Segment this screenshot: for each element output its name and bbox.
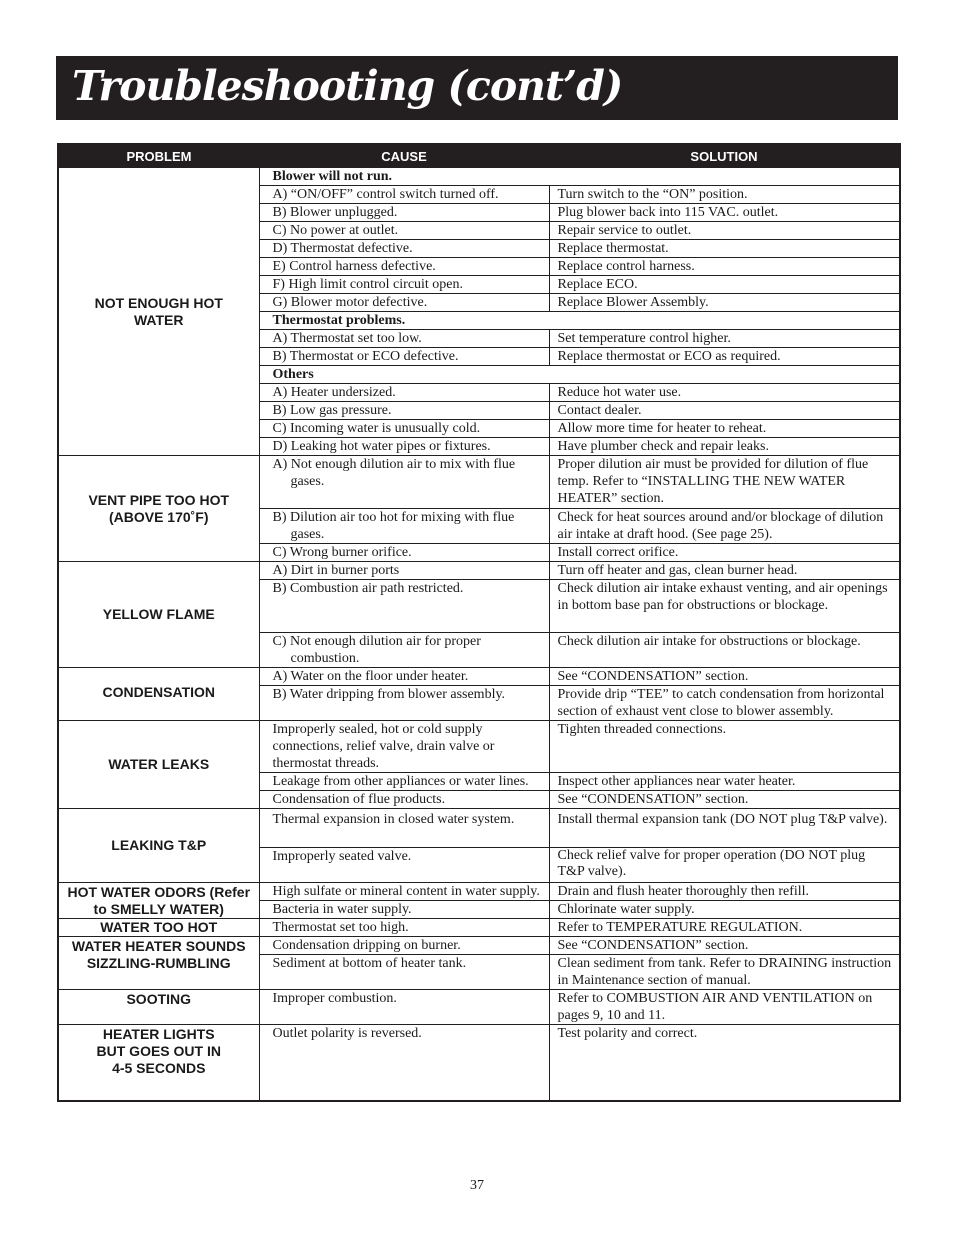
cause-cell: B) Combustion air path restricted. <box>259 580 549 633</box>
cause-cell <box>259 633 549 668</box>
solution-cell: Refer to COMBUSTION AIR AND VENTILATION on pages 9, 10 and 11. <box>549 990 900 1025</box>
title-bar <box>56 56 898 120</box>
cause-cell: Improperly sealed, hot or cold supply connections, relief valve, drain valve or thermostat threads. <box>259 721 549 773</box>
cause-cell: E) Control harness defective. <box>259 258 549 276</box>
problem-label: HEATER LIGHTS BUT GOES OUT IN 4-5 SECONDS <box>96 1026 221 1076</box>
cause-cell: A) “ON/OFF” control switch turned off. <box>259 186 549 204</box>
solution-cell: Replace thermostat. <box>549 240 900 258</box>
problem-cell <box>58 809 259 883</box>
problem-label: LEAKING T&P <box>111 837 207 853</box>
cause-cell: A) Thermostat set too low. <box>259 330 549 348</box>
cause-cell: A) Water on the floor under heater. <box>259 668 549 686</box>
cause-cell: Condensation of flue products. <box>259 791 549 809</box>
cause-cell: G) Blower motor defective. <box>259 294 549 312</box>
cause-cell: Leakage from other appliances or water lines. <box>259 773 549 791</box>
cause-cell: B) Blower unplugged. <box>259 204 549 222</box>
solution-cell: See “CONDENSATION” section. <box>549 791 900 809</box>
solution-cell: Allow more time for heater to reheat. <box>549 420 900 438</box>
cause-cell <box>259 456 549 509</box>
problem-cell <box>58 937 259 990</box>
solution-cell: Repair service to outlet. <box>549 222 900 240</box>
problem-label: YELLOW FLAME <box>102 606 215 622</box>
problem-cell <box>58 562 259 668</box>
table-row <box>58 168 900 186</box>
cause-cell: Thermostat set too high. <box>259 919 549 937</box>
cause-cell: C) Incoming water is unusually cold. <box>259 420 549 438</box>
solution-cell: Refer to TEMPERATURE REGULATION. <box>549 919 900 937</box>
solution-cell: See “CONDENSATION” section. <box>549 937 900 955</box>
cause-cell: High sulfate or mineral content in water supply. <box>259 883 549 901</box>
problem-label: WATER TOO HOT <box>100 919 218 935</box>
table-row <box>58 1025 900 1102</box>
cause-cell <box>259 509 549 544</box>
solution-column-header: SOLUTION <box>549 144 900 168</box>
cause-cell: D) Leaking hot water pipes or fixtures. <box>259 438 549 456</box>
problem-cell <box>58 919 259 937</box>
solution-cell: Replace thermostat or ECO as required. <box>549 348 900 366</box>
cause-cell: F) High limit control circuit open. <box>259 276 549 294</box>
solution-cell: Reduce hot water use. <box>549 384 900 402</box>
problem-label: WATER HEATER SOUNDS SIZZLING-RUMBLING <box>71 938 246 971</box>
cause-group-header: Others <box>259 366 900 384</box>
solution-cell: Proper dilution air must be provided for dilution of flue temp. Refer to “INSTALLING THE NEW WATER HEATER” section. <box>549 456 900 509</box>
problem-cell <box>58 990 259 1025</box>
problem-label: CONDENSATION <box>102 684 216 700</box>
cause-cell: C) No power at outlet. <box>259 222 549 240</box>
cause-cell: A) Heater undersized. <box>259 384 549 402</box>
table-row <box>58 937 900 955</box>
solution-cell: Replace control harness. <box>549 258 900 276</box>
solution-cell: See “CONDENSATION” section. <box>549 668 900 686</box>
cause-text: B) Dilution air too hot for mixing with flue gases. <box>272 510 515 542</box>
cause-cell: Sediment at bottom of heater tank. <box>259 955 549 990</box>
cause-cell: B) Thermostat or ECO defective. <box>259 348 549 366</box>
problem-cell <box>58 721 259 809</box>
cause-cell: Bacteria in water supply. <box>259 901 549 919</box>
problem-label: WATER LEAKS <box>108 756 210 772</box>
cause-column-header: CAUSE <box>259 144 549 168</box>
solution-cell: Inspect other appliances near water heater. <box>549 773 900 791</box>
table-header-row <box>58 144 900 168</box>
cause-cell: Condensation dripping on burner. <box>259 937 549 955</box>
solution-cell: Set temperature control higher. <box>549 330 900 348</box>
page-number: 37 <box>470 1178 484 1193</box>
cause-cell: D) Thermostat defective. <box>259 240 549 258</box>
table-row <box>58 562 900 580</box>
table-row <box>58 990 900 1025</box>
table-row <box>58 668 900 686</box>
problem-label: VENT PIPE TOO HOT (ABOVE 170˚F) <box>88 491 230 525</box>
solution-cell: Tighten threaded connections. <box>549 721 900 773</box>
solution-cell: Install thermal expansion tank (DO NOT plug T&P valve). <box>549 809 900 848</box>
table-row <box>58 919 900 937</box>
table-row <box>58 721 900 773</box>
solution-cell: Provide drip “TEE” to catch condensation from horizontal section of exhaust vent close to blower assembly. <box>549 686 900 721</box>
solution-cell: Drain and flush heater thoroughly then refill. <box>549 883 900 901</box>
cause-cell: A) Dirt in burner ports <box>259 562 549 580</box>
problem-cell <box>58 668 259 721</box>
cause-cell: Improperly seated valve. <box>259 848 549 883</box>
solution-cell: Contact dealer. <box>549 402 900 420</box>
solution-cell: Replace Blower Assembly. <box>549 294 900 312</box>
solution-cell: Have plumber check and repair leaks. <box>549 438 900 456</box>
cause-group-header: Thermostat problems. <box>259 312 900 330</box>
cause-cell: C) Wrong burner orifice. <box>259 544 549 562</box>
problem-cell <box>58 883 259 919</box>
solution-cell: Check relief valve for proper operation (DO NOT plug T&P valve). <box>549 848 900 883</box>
cause-cell: B) Water dripping from blower assembly. <box>259 686 549 721</box>
cause-group-header: Blower will not run. <box>259 168 900 186</box>
problem-label: NOT ENOUGH HOT WATER <box>94 294 223 328</box>
solution-cell: Install correct orifice. <box>549 544 900 562</box>
problem-cell <box>58 168 259 456</box>
troubleshooting-table <box>57 143 901 1102</box>
problem-label: HOT WATER ODORS (Refer to SMELLY WATER) <box>67 884 251 917</box>
solution-cell: Check dilution air intake exhaust venting, and air openings in bottom base pan for obstructions or blockage. <box>549 580 900 633</box>
solution-cell: Turn switch to the “ON” position. <box>549 186 900 204</box>
solution-cell: Test polarity and correct. <box>549 1025 900 1102</box>
cause-cell: Outlet polarity is reversed. <box>259 1025 549 1102</box>
solution-cell: Chlorinate water supply. <box>549 901 900 919</box>
cause-cell: Improper combustion. <box>259 990 549 1025</box>
solution-cell: Replace ECO. <box>549 276 900 294</box>
cause-cell: B) Low gas pressure. <box>259 402 549 420</box>
problem-label: SOOTING <box>126 991 192 1007</box>
page-title: Troubleshooting (cont’d) <box>72 62 623 110</box>
solution-cell: Check dilution air intake for obstructions or blockage. <box>549 633 900 668</box>
solution-cell: Turn off heater and gas, clean burner head. <box>549 562 900 580</box>
table-row <box>58 883 900 901</box>
cause-text: C) Not enough dilution air for proper combustion. <box>272 634 481 666</box>
table-row <box>58 809 900 848</box>
problem-cell <box>58 1025 259 1102</box>
solution-cell: Check for heat sources around and/or blockage of dilution air intake at draft hood. (See page 25). <box>549 509 900 544</box>
table-row <box>58 456 900 509</box>
cause-cell: Thermal expansion in closed water system. <box>259 809 549 848</box>
solution-cell: Clean sediment from tank. Refer to DRAINING instruction in Maintenance section of manual. <box>549 955 900 990</box>
problem-cell <box>58 456 259 562</box>
cause-text: A) Not enough dilution air to mix with flue gases. <box>272 457 516 489</box>
problem-column-header: PROBLEM <box>58 144 259 168</box>
solution-cell: Plug blower back into 115 VAC. outlet. <box>549 204 900 222</box>
